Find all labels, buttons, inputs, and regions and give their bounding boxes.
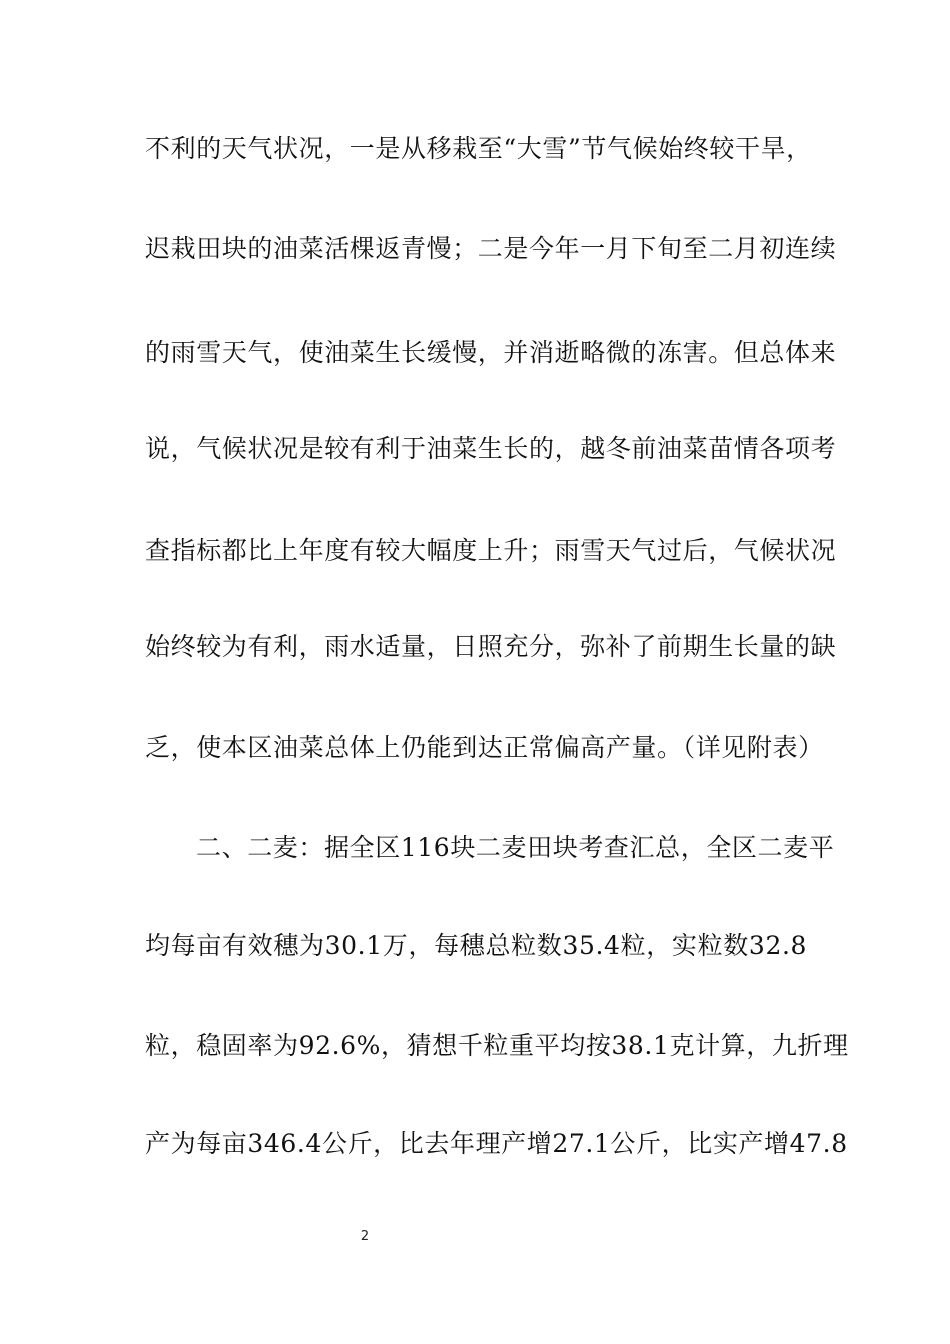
paragraph-line: 查指标都比上年度有较大幅度上升；雨雪天气过后，气候状况	[145, 536, 837, 565]
paragraph-line: 粒，稳固率为92.6%，猜想千粒重平均按38.1克计算，九折理	[145, 1031, 849, 1060]
paragraph-line: 乏，使本区油菜总体上仍能到达正常偏高产量。（详见附表）	[145, 733, 824, 762]
page-number: 2	[360, 1229, 370, 1244]
paragraph-line: 迟栽田块的油菜活棵返青慢；二是今年一月下旬至二月初连续	[145, 234, 837, 263]
paragraph-line: 的雨雪天气，使油菜生长缓慢，并消逝略微的冻害。但总体来	[145, 338, 837, 367]
paragraph-line: 二、二麦：据全区116块二麦田块考查汇总，全区二麦平	[196, 833, 835, 862]
paragraph-line: 说，气候状况是较有利于油菜生长的，越冬前油菜苗情各项考	[145, 434, 837, 463]
paragraph-line: 均每亩有效穗为30.1万，每穗总粒数35.4粒，实粒数32.8	[145, 931, 807, 960]
paragraph-line: 产为每亩346.4公斤，比去年理产增27.1公斤，比实产增47.8	[145, 1129, 848, 1158]
paragraph-line: 始终较为有利，雨水适量，日照充分，弥补了前期生长量的缺	[145, 632, 837, 661]
paragraph-line: 不利的天气状况，一是从移栽至“大雪”节气候始终较干旱，	[145, 134, 812, 163]
